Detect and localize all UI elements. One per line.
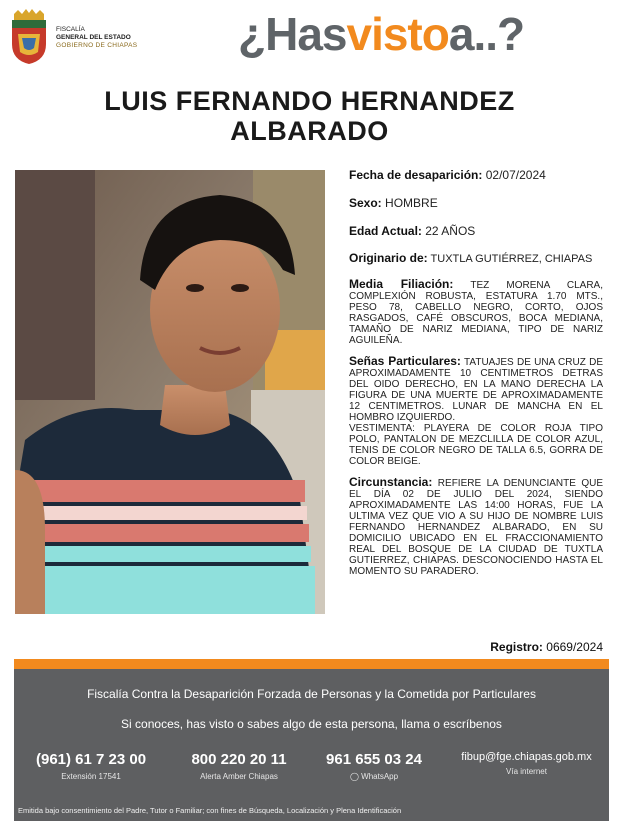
contact-email[interactable] [454,751,599,776]
contact-whatsapp-number[interactable]: 961 655 03 24 [326,751,422,768]
consent-disclaimer: Emitida bajo consentimiento del Padre, Tutor o Familiar; con fines de Búsqueda, Localización y Plena Identificación [18,806,402,815]
brand-suffix: a..? [448,8,525,60]
person-name-line-1: LUIS FERNANDO HERNANDEZ [104,86,515,116]
contact-phone-2[interactable] [184,751,294,781]
clothing: VESTIMENTA: PLAYERA DE COLOR ROJA TIPO POLO, PANTALON DE MEZCLILLA DE COLOR AZUL, TENIS DE COLOR NEGRO DE TALLA 6.5, GORRA DE COLOR BEIGE. [349,423,603,467]
person-name-line-2: ALBARADO [230,116,389,146]
disappearance-date [349,168,603,182]
contact-email-address[interactable]: fibup@fge.chiapas.gob.mx [461,751,592,763]
agency-name: Fiscalía Contra la Desaparición Forzada de Personas y la Cometida por Particulares [87,687,536,701]
physical-description-label: Media Filiación: [349,277,454,291]
physical-description [349,279,603,346]
circumstance-value: REFIERE LA DENUNCIANTE QUE EL DÍA 02 DE JULIO DEL 2024, SIENDO APROXIMADAMENTE LAS 14:00 HORAS, FUE LA ULTIMA VEZ QUE VIO A SU HIJO DE NOMBRE LUIS FERNANDO HERNANDEZ ALBARADO, EN SU DOMICILIO UBICADO EN EL FRACCIONAMIENTO REAL DEL BOSQUE DE LA CIUDAD DE TUXTLA GUTIERREZ, CHIAPAS. DESCONOCIENDO HASTA EL MOMENTO SU PARADERO. [349,478,603,577]
current-age-label: Edad Actual: [349,224,422,238]
sex-label: Sexo: [349,196,382,210]
circumstance-label: Circunstancia: [349,475,433,489]
orange-divider [14,659,609,669]
distinguishing-marks-label: Señas Particulares: [349,354,461,368]
contact-phone-1-note: Extensión 17541 [61,772,121,781]
institution-line-2: GENERAL DEL ESTADO [56,34,131,41]
institution-line-1: FISCALÍA [56,26,85,33]
sex-value: HOMBRE [385,196,438,210]
institution-line-3: GOBIERNO DE CHIAPAS [56,42,138,49]
contact-whatsapp[interactable] [319,751,429,781]
whatsapp-icon: ◯ [349,772,359,781]
contact-phone-1-number[interactable]: (961) 61 7 23 00 [36,751,147,768]
brand-prefix: ¿Has [238,8,347,60]
person-photo [15,170,325,614]
brand-highlight: visto [346,8,449,60]
institution-name [56,26,137,50]
contact-phone-2-number[interactable]: 800 220 20 11 [191,751,287,768]
registry-value: 0669/2024 [546,640,603,654]
contact-phone-2-note: Alerta Amber Chiapas [200,772,278,781]
origin-value: TUXTLA GUTIÉRREZ, CHIAPAS [430,253,593,265]
distinguishing-marks [349,356,603,423]
registry-number [490,640,603,654]
call-to-action: Si conoces, has visto o sabes algo de esta persona, llama o escríbenos [121,717,502,731]
physical-description-value: TEZ MORENA CLARA, COMPLEXIÓN ROBUSTA, ESTATURA 1.70 MTS., PESO 78, CABELLO NEGRO, CORTO, OJOS RASGADOS, CAFÉ OBSCUROS, BOCA MEDIANA, TAMAÑO DE NARIZ MEDIANA, TIPO DE NARIZ AGUILEÑA. [349,280,603,346]
disappearance-date-value: 02/07/2024 [485,168,546,182]
distinguishing-marks-value: TATUAJES DE UNA CRUZ DE APROXIMADAMENTE 10 CENTIMETROS DETRAS DEL OIDO DERECHO, EN LA MANO DERECHA LA FIGURA DE UNA MUERTE DE APROXIMADAMENTE 12 CENTIMETROS. LUNAR DE MANCHA EN EL HOMBRO IZQUIERDO. [349,357,603,423]
campaign-brand-title [238,6,524,62]
origin [349,252,603,265]
contact-phone-1[interactable] [36,751,146,781]
contact-whatsapp-note: WhatsApp [361,772,399,781]
contact-email-note: Vía internet [506,767,547,776]
person-details [349,168,603,587]
current-age [349,224,603,238]
sex [349,196,603,210]
registry-label: Registro: [490,640,543,654]
current-age-value: 22 AÑOS [425,224,476,238]
origin-label: Originario de: [349,251,428,265]
disappearance-date-label: Fecha de desaparición: [349,168,483,182]
contact-footer [14,669,609,821]
circumstance [349,477,603,577]
person-name [20,86,599,146]
chiapas-coat-of-arms-logo [8,8,50,66]
